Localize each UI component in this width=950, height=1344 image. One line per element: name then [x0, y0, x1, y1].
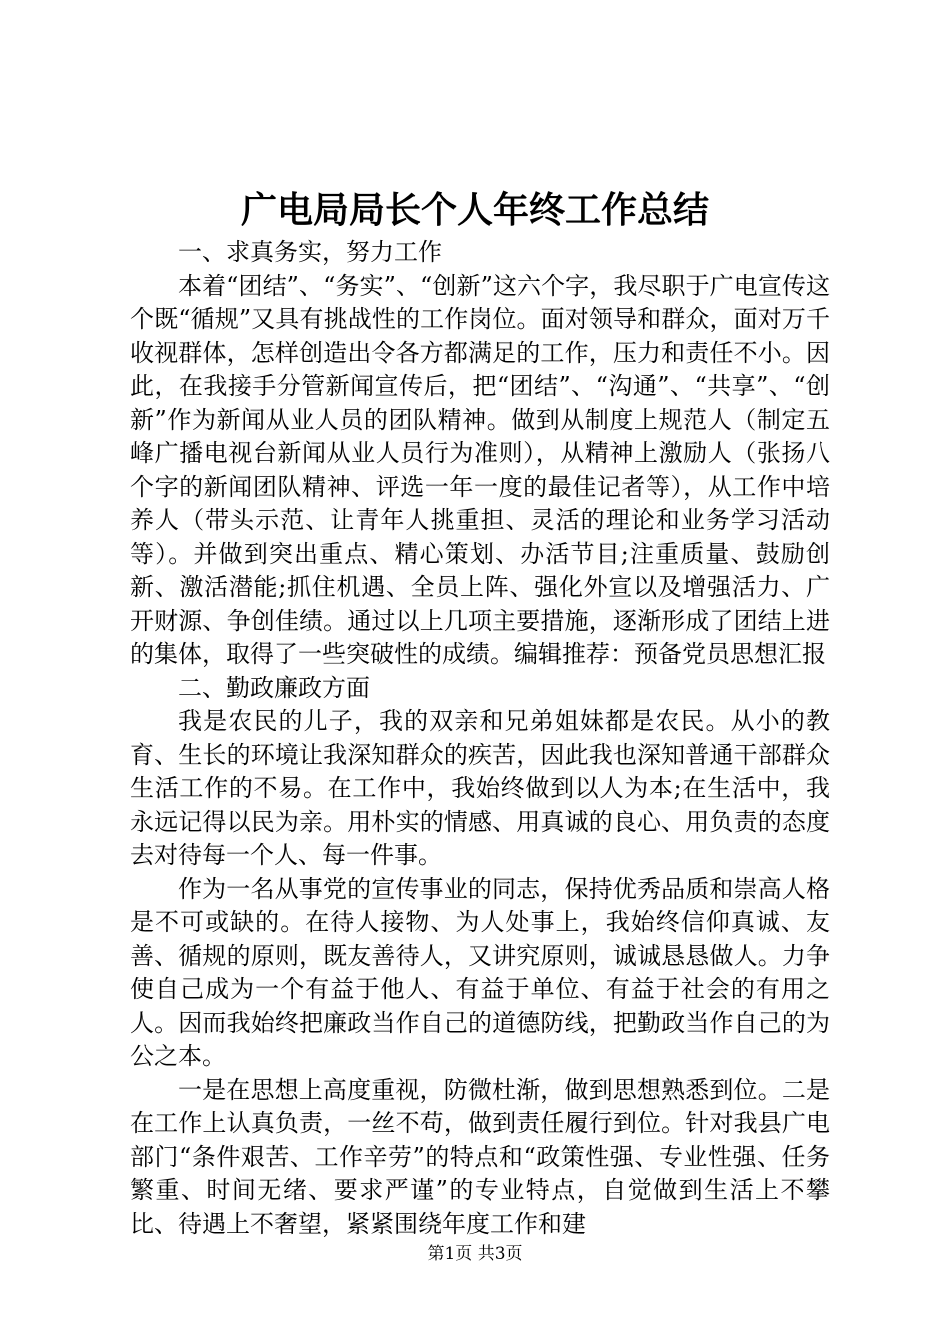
paragraph-4: 一是在思想上高度重视，防微杜渐，做到思想熟悉到位。二是在工作上认真负责，一丝不苟，做到责任履行到位。针对我县广电部门“条件艰苦、工作辛劳”的特点和“政策性强、专业性强、任务繁重、时间无绪、要求严谨”的专业特点，自觉做到生活上不攀比、待遇上不奢望，紧紧围绕年度工作和建 — [130, 1075, 830, 1238]
section-heading-1: 一、求真务实，努力工作 — [178, 238, 442, 266]
paragraph-1: 本着“团结”、“务实”、“创新”这六个字，我尽职于广电宣传这个既“循规”又具有挑战性的工作岗位。面对领导和群众，面对万千收视群体，怎样创造出令各方都满足的工作，压力和责任不小。因此，在我接手分管新闻宣传后，把“团结”、“沟通”、“共享”、“创新”作为新闻从业人员的团队精神。做到从制度上规范人（制定五峰广播电视台新闻从业人员行为准则），从精神上激励人（张扬八个字的新闻团队精神、评选一年一度的最佳记者等），从工作中培养人（带头示范、让青年人挑重担、灵活的理论和业务学习活动等）。并做到突出重点、精心策划、办活节目;注重质量、鼓励创新、激活潜能;抓住机遇、全员上阵、强化外宣以及增强活力、广开财源、争创佳绩。通过以上几项主要措施，逐渐形成了团结上进的集体，取得了一些突破性的成绩。编辑推荐：预备党员思想汇报 — [130, 271, 830, 668]
document-body — [130, 236, 830, 1241]
paragraph-3: 作为一名从事党的宣传事业的同志，保持优秀品质和崇高人格是不可或缺的。在待人接物、为人处事上，我始终信仰真诚、友善、循规的原则，既友善待人，又讲究原则，诚诚恳恳做人。力争使自己成为一个有益于他人、有益于单位、有益于社会的有用之人。因而我始终把廉政当作自己的道德防线，把勤政当作自己的为公之本。 — [130, 874, 830, 1070]
paragraph-2: 我是农民的儿子，我的双亲和兄弟姐妹都是农民。从小的教育、生长的环境让我深知群众的疾苦，因此我也深知普通干部群众生活工作的不易。在工作中，我始终做到以人为本;在生活中，我永远记得以民为亲。用朴实的情感、用真诚的良心、用负责的态度去对待每一个人、每一件事。 — [130, 707, 830, 869]
section-heading-2: 二、勤政廉政方面 — [178, 673, 370, 702]
page-footer: 第1页 共3页 — [427, 1244, 523, 1264]
document-title: 广电局局长个人年终工作总结 — [240, 189, 709, 231]
